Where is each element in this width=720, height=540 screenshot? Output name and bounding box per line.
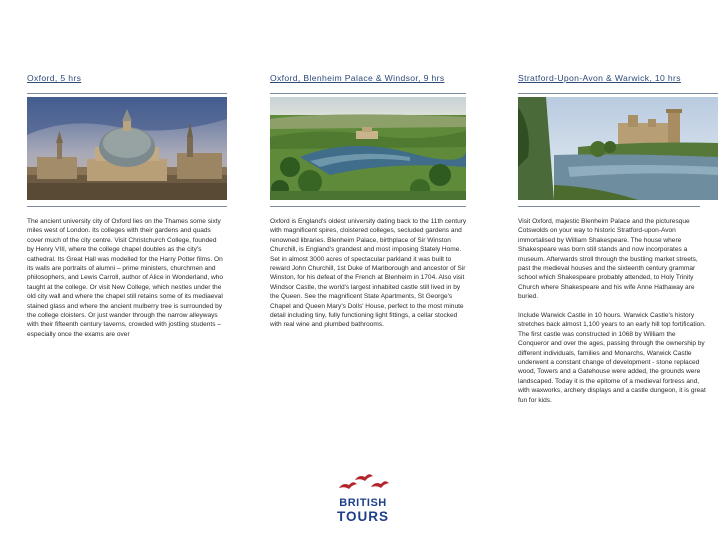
divider bbox=[518, 206, 700, 207]
divider bbox=[270, 93, 466, 94]
tour-title-link[interactable]: Stratford-Upon-Avon & Warwick, 10 hrs bbox=[518, 73, 681, 83]
tour-description bbox=[27, 217, 225, 349]
tour-photo bbox=[518, 97, 718, 200]
tour-paragraph: Include Warwick Castle in 10 hours. Warwick Castle's history stretches back almost 1,100 years to an early hill top fortification. The first castle was constructed in 1068 by William the Conqueror and over the ages, passing through the ownership by different individuals, families and Monarchs, Warwick Castle underwent a constant change of development - stone replaced wood, Towers and a Gatehouse were added, the grounds were landscaped. Today it is the epitome of a medieval fortress and, with waxworks, archery displays and a castle dungeon, it is great fun for kids. bbox=[518, 312, 706, 404]
tour-title-link[interactable]: Oxford, 5 hrs bbox=[27, 73, 82, 83]
logo-text-tours: TOURS bbox=[336, 509, 389, 524]
tour-photo bbox=[27, 97, 227, 200]
tour-paragraph: Oxford is England's oldest university dating back to the 11th century with magnificent spires, cloistered colleges, secluded gardens and renowned libraries. Blenheim Palace, birthplace of Sir Winston Churchill, is England's grandest and most imposing Stately Home. Set in almost 3000 acres of spectacular parkland it was built to reward John Churchill, 1st Duke of Marlborough and ancestor of Sir Winston, for his defeat of the French at Blenheim in 1704. Also visit Windsor Castle, the world's largest inhabited castle still lived in by the Queen. See the magnificent State Apartments, St George's Chapel and Queen Mary's Dolls' House, perfect to the most minute detail including tiny, fully functioning light fittings, a cellar stocked with real wine and plumbed bathrooms. bbox=[270, 218, 467, 329]
divider bbox=[27, 206, 227, 207]
british-tours-logo[interactable] bbox=[325, 470, 401, 530]
tour-paragraph: Visit Oxford, majestic Blenheim Palace and the picturesque Cotswolds on your way to historic Stratford-upon-Avon immortalised by William Shakespeare. The house where Shakespeare was born still stands and now incorporates a museum. Afterwards stroll through the bustling market streets, past the medieval houses and the sixteenth century grammar school which Shakespeare probably attended, to Holy Trinity Church where Shakespeare and his wife Anne Hathaway are buried. bbox=[518, 218, 698, 301]
flying-birds-icon bbox=[325, 470, 401, 496]
logo-text-british: BRITISH bbox=[339, 497, 387, 509]
tour-description bbox=[270, 217, 468, 339]
divider bbox=[270, 206, 466, 207]
divider bbox=[518, 93, 718, 94]
tour-title-link[interactable]: Oxford, Blenheim Palace & Windsor, 9 hrs bbox=[270, 73, 445, 83]
tour-photo bbox=[270, 97, 466, 200]
divider bbox=[27, 93, 227, 94]
tour-description bbox=[518, 217, 708, 415]
tour-paragraph: The ancient university city of Oxford lies on the Thames some sixty miles west of London. Its colleges with their gardens and quads cover much of the city centre. Visit Christchurch College, founded by Henry VIII, where the college chapel doubles as the city's cathedral. Its Great Hall was modelled for the Harry Potter films. On its walls are portraits of alumni – prime ministers, churchmen and philosophers, and Lewis Carroll, author of Alice in Wonderland, who taught at the college. Or visit New College, which nestles under the old city wall and where the chapel still retains some of its mediaeval stained glass and where the ancient mulberry tree is surrounded by the college cloisters. Or just wander through the narrow alleyways with their fifteenth century taverns, crowded with jostling students – especially once the exams are over bbox=[27, 218, 224, 338]
